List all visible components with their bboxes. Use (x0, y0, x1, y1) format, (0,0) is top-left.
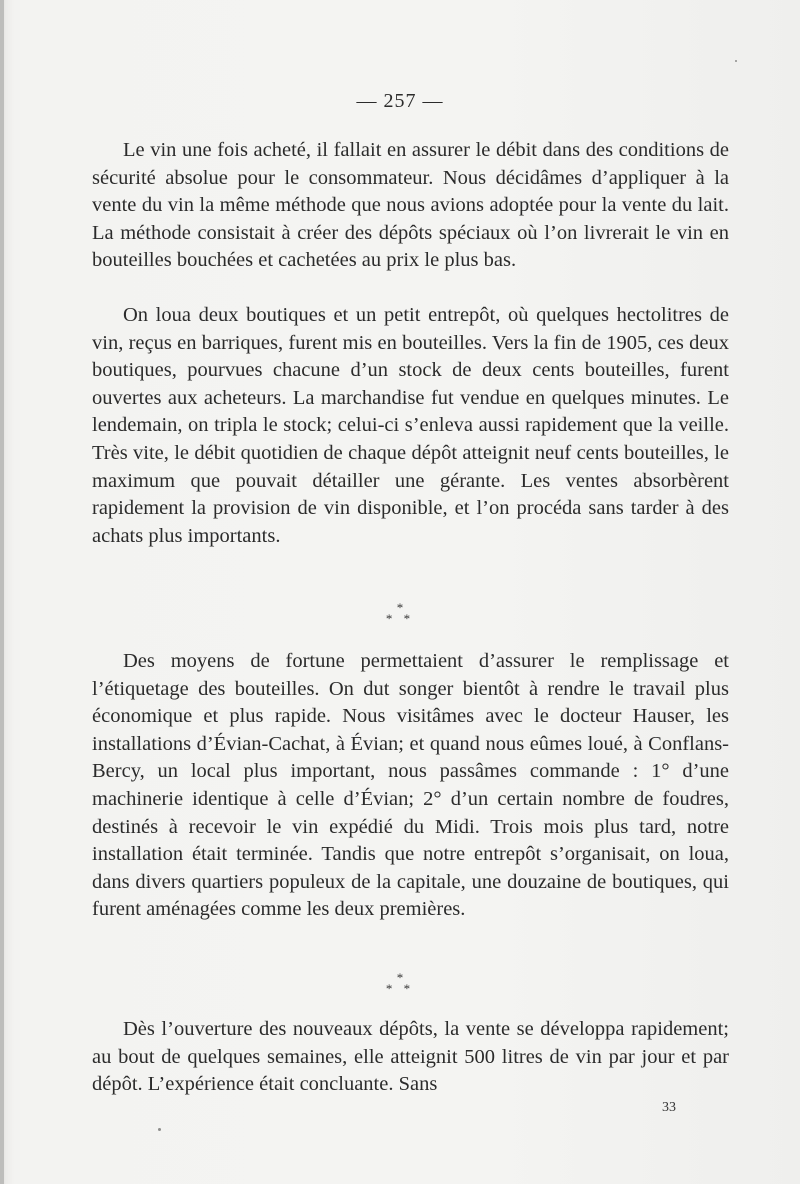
paper-speck (158, 1128, 161, 1131)
separator-star-bottom: * * (385, 981, 415, 996)
paragraph-first-shops (92, 302, 729, 550)
separator-star-top: * (396, 600, 404, 615)
paper-speck (735, 60, 737, 62)
separator-star-top: * (396, 970, 404, 985)
separator-star-bottom: * * (385, 611, 415, 626)
paragraph-text: Dès l’ouverture des nouveaux dépôts, la vente se développa rapidement; au bout de quelques semaines, elle atteignit 500 litres de vin par jour et par dépôt. L’expérience était concluante. Sans (92, 1018, 729, 1096)
paragraph-text: Des moyens de fortune permettaient d’assurer le remplissage et l’étiquetage des bouteilles. On dut songer bientôt à rendre le travail plus économique et plus rapide. Nous visitâmes avec le docteur Hauser, les installations d’Évian-Cachat, à Évian; et quand nous eûmes loué, à Conflans-Bercy, un local plus important, nous passâmes commande : 1° d’une machinerie identique à celle d’Évian; 2° d’un certain nombre de foudres, destinés à recevoir le vin expédié du Midi. Trois mois plus tard, notre installation était terminée. Tandis que notre entrepôt s’organisait, on loua, dans divers quartiers populeux de la capitale, une douzaine de boutiques, qui furent aménagées comme les deux premières. (92, 650, 729, 921)
paragraph-new-depots (92, 1016, 729, 1099)
paragraph-wine-sales-method (92, 137, 729, 275)
printer-signature-mark: 33 (662, 1100, 676, 1115)
page-number: — 257 — (356, 90, 444, 112)
section-separator (0, 602, 800, 624)
paragraph-bottling-installation (92, 648, 729, 924)
paragraph-text: Le vin une fois acheté, il fallait en assurer le débit dans des conditions de sécurité absolue pour le consommateur. Nous décidâmes d’appliquer à la vente du vin la même méthode que nous avions adoptée pour la vente du lait. La méthode consistait à créer des dépôts spéciaux où l’on livrerait le vin en bouteilles bouchées et cachetées au prix le plus bas. (92, 139, 729, 272)
paragraph-text: On loua deux boutiques et un petit entrepôt, où quelques hectolitres de vin, reçus en barriques, furent mis en bouteilles. Vers la fin de 1905, ces deux boutiques, pourvues chacune d’un stock de deux cents bouteilles, furent ouvertes aux acheteurs. La marchandise fut vendue en quelques minutes. Le lendemain, on tripla le stock; celui-ci s’enleva aussi rapidement que la veille. Très vite, le débit quotidien de chaque dépôt atteignit neuf cents bouteilles, le maximum que pouvait détailler une gérante. Les ventes absorbèrent rapidement la provision de vin disponible, et l’on procéda sans tarder à des achats plus importants. (92, 304, 729, 547)
page-edge-shadow (0, 0, 4, 1184)
section-separator (0, 972, 800, 994)
